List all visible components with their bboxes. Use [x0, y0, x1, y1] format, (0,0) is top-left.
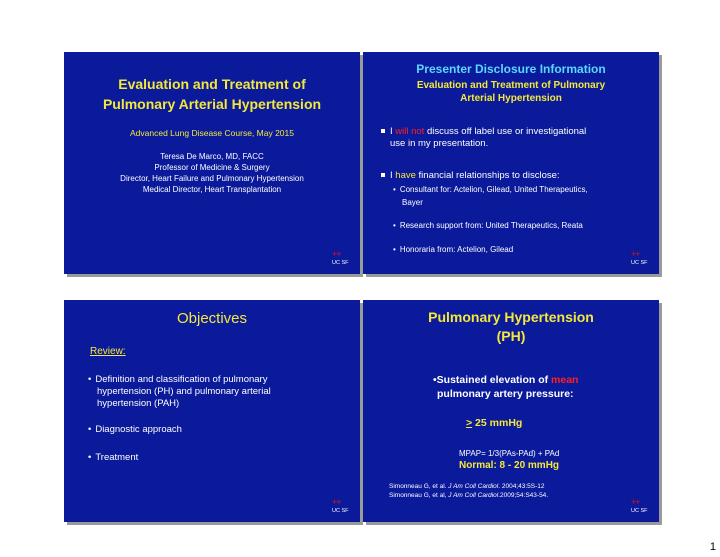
reference: Simonneau G, et al. J Am Coll Cardiol. 2004;43:5S-12 — [389, 483, 545, 490]
slide-title — [64, 52, 360, 274]
references — [389, 482, 548, 500]
slide2-subtitle-line2: Arterial Hypertension — [460, 93, 562, 104]
disclosure-sub-item: • Consultant for: Actelion, Gilead, United Therapeutics, Bayer — [393, 185, 588, 207]
ph-threshold: > 25 mmHg — [466, 417, 523, 429]
disclosure-sub-item: • Research support from: United Therapeutics, Reata — [393, 221, 583, 230]
reference: Simonneau G, et al, J Am Coll Cardiol.2009;54:S43-54. — [389, 492, 549, 499]
author-role: Medical Director, Heart Transplantation — [142, 185, 282, 194]
ucsf-logo: ++ UC SF — [332, 497, 349, 514]
slide1-title-line2: Pulmonary Arterial Hypertension — [102, 96, 322, 112]
slide4-title — [363, 308, 659, 346]
review-label: Review: — [90, 346, 126, 357]
slide-pulmonary-hypertension — [363, 300, 659, 522]
disclosure-sub-item: • Honoraria from: Actelion, Gilead — [393, 245, 514, 254]
slide1-title-line1: Evaluation and Treatment of — [118, 76, 306, 92]
author-block — [64, 151, 360, 195]
author-name: Teresa De Marco, MD, FACC — [160, 152, 264, 161]
slide2-title: Presenter Disclosure Information — [416, 62, 606, 76]
ucsf-logo: ++ UC SF — [631, 249, 648, 266]
slide4-title-line1: Pulmonary Hypertension — [428, 309, 594, 325]
slide-objectives — [64, 300, 360, 522]
author-role: Director, Heart Failure and Pulmonary Hypertension — [120, 174, 304, 183]
objective-item: • Diagnostic approach — [88, 424, 182, 435]
ucsf-logo: ++ UC SF — [631, 497, 648, 514]
slide3-title: Objectives — [176, 310, 248, 327]
slide2-subtitle-line1: Evaluation and Treatment of Pulmonary — [416, 80, 606, 91]
slide2-subtitle — [363, 79, 659, 105]
page-number: 1 — [709, 541, 716, 553]
square-bullet-icon — [381, 173, 385, 177]
disclosure-bullet: I will not discuss off label use or investigational use in my presentation. — [381, 126, 651, 150]
slide4-title-line2: (PH) — [496, 328, 526, 344]
slide1-title — [64, 74, 360, 114]
course-name: Advanced Lung Disease Course, May 2015 — [130, 128, 294, 138]
normal-range: Normal: 8 - 20 mmHg — [459, 460, 560, 471]
disclosure-bullet: I have financial relationships to disclose: — [381, 170, 651, 182]
square-bullet-icon — [381, 129, 385, 133]
objective-item: • Definition and classification of pulmonary hypertension (PH) and pulmonary arterial hypertension (PAH) — [88, 374, 271, 409]
ucsf-logo: ++ UC SF — [332, 249, 349, 266]
ph-definition: •Sustained elevation of mean pulmonary artery pressure: — [433, 374, 579, 400]
author-role: Professor of Medicine & Surgery — [154, 163, 270, 172]
objective-item: • Treatment — [88, 452, 139, 463]
mpap-formula: MPAP= 1/3(PAs-PAd) + PAd — [459, 449, 560, 458]
slide-disclosure — [363, 52, 659, 274]
